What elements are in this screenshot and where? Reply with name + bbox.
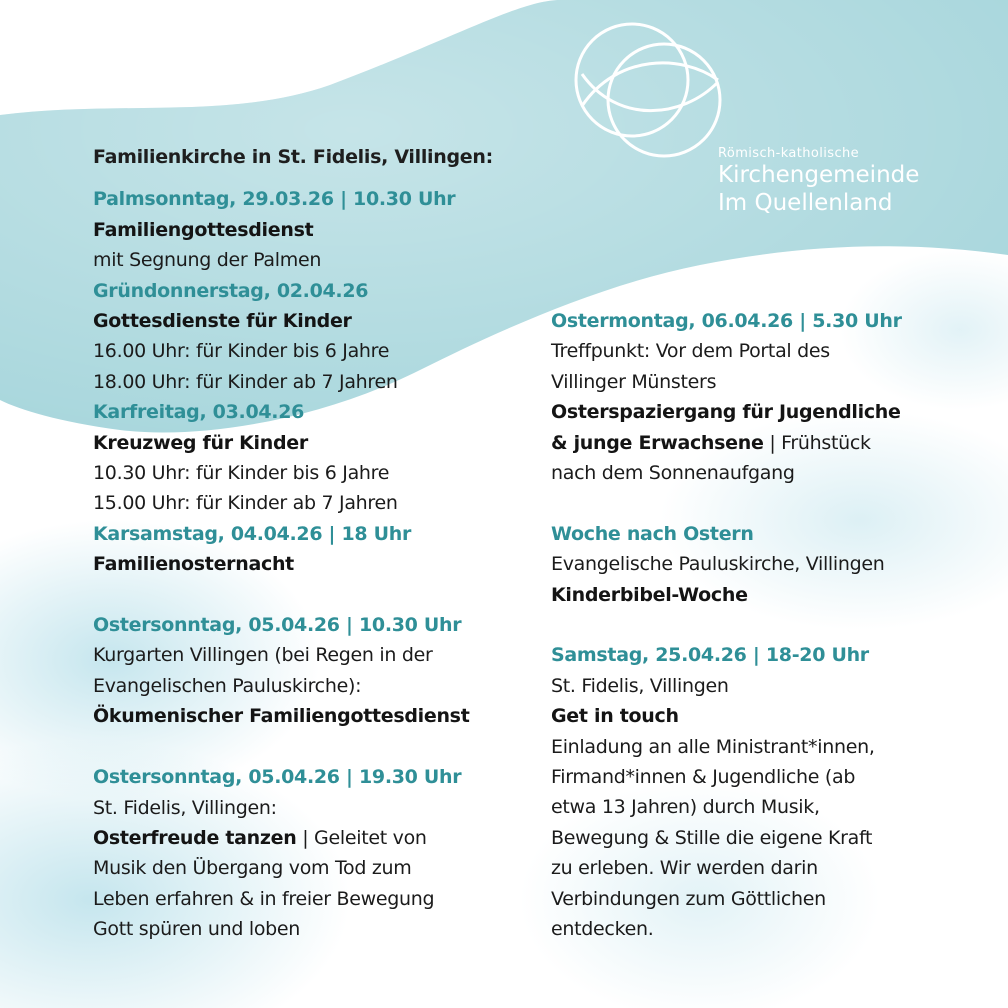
event-date-karsamstag: Karsamstag, 04.04.26 | 18 Uhr <box>93 522 412 545</box>
event-text: 10.30 Uhr: für Kinder bis 6 Jahre <box>93 462 390 485</box>
event-date-ostersonntag-1: Ostersonntag, 05.04.26 | 10.30 Uhr <box>93 614 462 637</box>
spacer <box>93 580 523 610</box>
event-text: Verbindungen zum Göttlichen <box>551 887 826 910</box>
event-text: Leben erfahren & in freier Bewegung <box>93 887 435 910</box>
event-title-samstag: Get in touch <box>551 705 679 728</box>
event-text: Villinger Münsters <box>551 370 717 393</box>
event-date-woche: Woche nach Ostern <box>551 522 754 545</box>
event-text: 18.00 Uhr: für Kinder ab 7 Jahren <box>93 370 398 393</box>
spacer <box>93 732 523 762</box>
event-text-line <box>93 823 523 853</box>
logo-name-line1: Kirchengemeinde <box>718 162 920 188</box>
left-column <box>93 142 523 945</box>
event-title-woche: Kinderbibel-Woche <box>551 583 748 606</box>
event-text: nach dem Sonnenaufgang <box>551 462 795 485</box>
event-text: Firmand*innen & Jugendliche (ab <box>551 766 856 789</box>
event-date-ostermontag: Ostermontag, 06.04.26 | 5.30 Uhr <box>551 310 902 332</box>
event-title-ostersonntag-1: Ökumenischer Familiengottesdienst <box>93 705 470 728</box>
event-text: St. Fidelis, Villingen <box>551 674 729 697</box>
event-text: Gott spüren und loben <box>93 918 301 941</box>
logo-subtitle: Römisch-katholische <box>718 146 860 161</box>
event-text: 16.00 Uhr: für Kinder bis 6 Jahre <box>93 340 390 363</box>
event-title-ostersonntag-2: Osterfreude tanzen <box>93 826 297 849</box>
right-column <box>551 306 981 945</box>
event-title-karfreitag: Kreuzweg für Kinder <box>93 431 308 454</box>
event-text: mit Segnung der Palmen <box>93 249 322 272</box>
event-text: entdecken. <box>551 918 654 941</box>
logo-text <box>718 146 919 217</box>
event-text: Evangelischen Pauluskirche): <box>93 674 362 697</box>
spacer <box>551 488 981 518</box>
event-date-ostersonntag-2: Ostersonntag, 05.04.26 | 19.30 Uhr <box>93 766 462 789</box>
logo-name-line2: Im Quellenland <box>718 190 893 216</box>
event-text: St. Fidelis, Villingen: <box>93 796 277 819</box>
event-date-samstag: Samstag, 25.04.26 | 18-20 Uhr <box>551 644 869 667</box>
logo-icon <box>572 14 732 164</box>
event-date-karfreitag: Karfreitag, 03.04.26 <box>93 401 305 424</box>
event-text: Treffpunkt: Vor dem Portal des <box>551 340 830 363</box>
spacer <box>551 610 981 640</box>
event-title-ostermontag: Osterspaziergang für Jugendliche <box>551 401 901 424</box>
event-title-palmsonntag: Familiengottesdienst <box>93 218 314 241</box>
event-text: Musik den Übergang vom Tod zum <box>93 857 412 880</box>
event-title-ostermontag-cont: & junge Erwachsene <box>551 431 764 454</box>
event-title-suffix: | Geleitet von <box>296 826 427 849</box>
event-date-palmsonntag: Palmsonntag, 29.03.26 | 10.30 Uhr <box>93 188 456 211</box>
event-text: etwa 13 Jahren) durch Musik, <box>551 796 820 819</box>
event-text: Einladung an alle Ministrant*innen, <box>551 735 875 758</box>
event-text: zu erleben. Wir werden darin <box>551 857 818 880</box>
event-text: Kurgarten Villingen (bei Regen in der <box>93 644 433 667</box>
event-title-suffix: | Frühstück <box>763 431 871 454</box>
event-text: 15.00 Uhr: für Kinder ab 7 Jahren <box>93 492 398 515</box>
event-title-karsamstag: Familienosternacht <box>93 553 294 576</box>
event-text-line <box>551 428 981 458</box>
event-title-gruendonnerstag: Gottesdienste für Kinder <box>93 310 352 333</box>
section-heading: Familienkirche in St. Fidelis, Villingen: <box>93 146 493 168</box>
event-text: Evangelische Pauluskirche, Villingen <box>551 553 885 576</box>
event-text: Bewegung & Stille die eigene Kraft <box>551 826 873 849</box>
event-date-gruendonnerstag: Gründonnerstag, 02.04.26 <box>93 279 369 302</box>
